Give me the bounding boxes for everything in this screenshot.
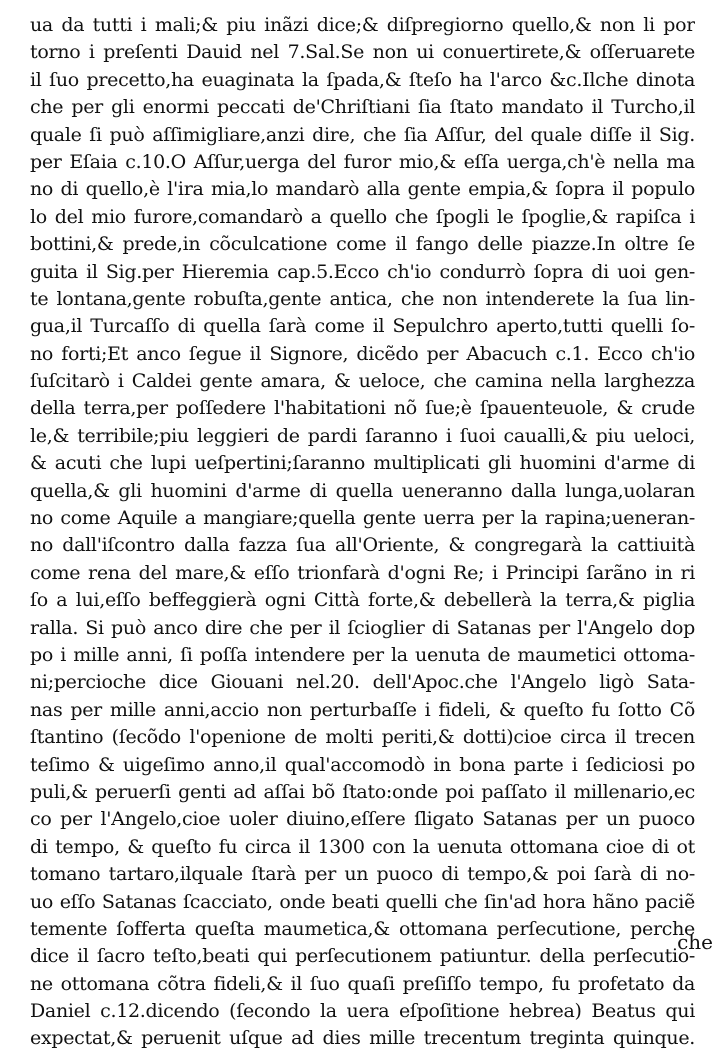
text-line: guita il Sig.per Hieremia cap.5.Ecco ch'io condurrò ſopra di uoi gen- [30, 260, 695, 283]
text-line: le,& terribile;piu leggieri de pardi ſaranno i ſuoi caualli,& piu ueloci, [30, 424, 695, 447]
text-line: ni;percioche dice Giouani nel.20. dell'Apoc.che l'Angelo ligò Sata- [30, 671, 695, 694]
text-line: ſtantino (ſecõdo l'openione de molti periti,& dotti)cioe circa il trecen [30, 726, 695, 749]
text-line: ralla. Si può anco dire che per il ſcioglier di Satanas per l'Angelo dop [30, 616, 695, 639]
text-line: come rena del mare,& eſſo trionfarà d'ogni Re; i Principi ſarãno in ri [30, 561, 695, 584]
text-line: gua,il Turcaſſo di quella ſarà come il Sepulchro aperto,tutti quelli ſo- [30, 315, 695, 338]
text-line: te lontana,gente robuſta,gente antica, che non intenderete la ſua lin- [30, 287, 695, 310]
text-line: ſuſcitarò i Caldei gente amara, & ueloce, che camina nella larghezza [30, 370, 695, 393]
text-line: dice il ſacro teſto,beati qui perſecutionem patiuntur. della perſecutio- [30, 945, 695, 968]
text-line: torno i preſenti Dauid nel 7.Sal.Se non ui conuertirete,& oſſeruarete [30, 41, 695, 64]
text-line: expectat,& peruenit uſque ad dies mille trecentum treginta quinque. [30, 1027, 695, 1050]
text-line: quale ſi può aſſimigliare,anzi dire, che ſia Aſſur, del quale diſſe il Sig. [30, 123, 695, 146]
text-line: Daniel c.12.dicendo (ſecondo la uera eſpoſitione hebrea) Beatus qui [30, 1000, 695, 1023]
book-page [30, 12, 695, 1050]
text-line: che per gli enormi peccati de'Chriſtiani ſia ſtato mandato il Turcho,il [30, 96, 695, 119]
text-line: quella,& gli huomini d'arme di quella ueneranno dalla lunga,uolaran [30, 479, 695, 502]
text-line: po i mille anni, ſi poſſa intendere per la uenuta de maumetici ottoma- [30, 643, 695, 666]
text-line: uo eſſo Satanas ſcacciato, onde beati quelli che ſin'ad hora hãno paciẽ [30, 890, 695, 913]
text-line: bottini,& prede,in cõculcatione come il fango delle piazze.In oltre ſe [30, 233, 695, 256]
text-line: nas per mille anni,accio non perturbaſſe i fideli, & queſto fu ſotto Cõ [30, 698, 695, 721]
text-line: il ſuo precetto,ha euaginata la ſpada,& ſteſo ha l'arco &c.Ilche dinota [30, 68, 695, 91]
text-line: di tempo, & queſto fu circa il 1300 con la uenuta ottomana cioe di ot [30, 835, 695, 858]
text-line: co per l'Angelo,cioe uoler diuino,eſſere ſligato Satanas per un puoco [30, 808, 695, 831]
text-line: tomano tartaro,ilquale ſtarà per un puoco di tempo,& poi ſarà di no- [30, 863, 695, 886]
text-line: temente ſofferta queſta maumetica,& ottomana perſecutione, perche [30, 917, 695, 940]
text-block [30, 12, 695, 1053]
text-line: teſimo & uigeſimo anno,il qual'accomodò in bona parte i ſediciosi po [30, 753, 695, 776]
text-line: & acuti che lupi ueſpertini;ſaranno multiplicati gli huomini d'arme di [30, 452, 695, 475]
text-line: no dall'iſcontro dalla fazza ſua all'Oriente, & congregarà la cattiuità [30, 534, 695, 557]
text-line: no forti;Et anco ſegue il Signore, dicẽdo per Abacuch c.1. Ecco ch'io [30, 342, 695, 365]
text-line: puli,& peruerſi genti ad aſſai bõ ſtato:onde poi paſſato il millenario,ec [30, 780, 695, 803]
text-line: per Eſaia c.10.O Aſſur,uerga del furor mio,& eſſa uerga,ch'è nella ma [30, 150, 695, 173]
text-line: ua da tutti i mali;& piu inãzi dice;& diſpregiorno quello,& non li por [30, 14, 695, 36]
text-line: ſo a lui,eſſo beffeggierà ogni Città forte,& debellerà la terra,& piglia [30, 589, 695, 612]
text-line: della terra,per poſſedere l'habitationi nõ ſue;è ſpauenteuole, & crude [30, 397, 695, 420]
catchword: che [677, 930, 713, 954]
text-line: no di quello,è l'ira mia,lo mandarò alla gente empia,& ſopra il populo [30, 178, 695, 201]
text-line: no come Aquile a mangiare;quella gente uerra per la rapina;ueneran- [30, 507, 695, 530]
text-line: lo del mio furore,comandarò a quello che ſpogli le ſpoglie,& rapiſca i [30, 205, 695, 228]
text-line: ne ottomana cõtra fideli,& il ſuo quaſi preſiſſo tempo, fu profetato da [30, 972, 695, 995]
